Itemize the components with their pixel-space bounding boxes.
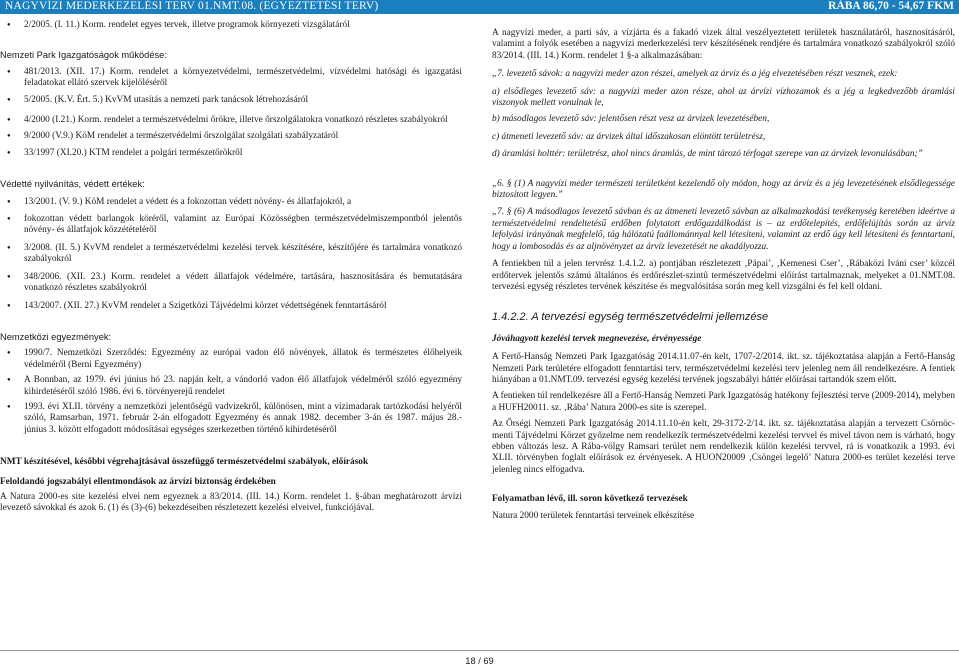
- section-heading-international: Nemzetközi egyezmények:: [0, 331, 112, 342]
- quote-7c: c) átmeneti levezető sáv: az árvizek által időszakosan elöntött területrész,: [492, 131, 766, 142]
- ongoing-plans-text: Natura 2000 területek fenntartási terveinek elkészítése: [492, 510, 695, 521]
- list-item: ● 33/1997 (XI.20.) KTM rendelet a polgári természetőrökről: [0, 148, 472, 159]
- section-title: 1.4.2.2. A tervezési egység természetvédelmi jellemzése: [492, 311, 769, 324]
- section-heading-protected: Védetté nyilvánítás, védett értékek:: [0, 179, 145, 190]
- approved-paragraph-2: A fentieken túl rendelkezésre áll a Fertő-Hanság Nemzeti Park Igazgatóság hatékony fejlesztési terve (2009-2014), melyben a HUFH20011. sz. ‚Rába’ Natura 2000-es site is szerepel.: [492, 391, 955, 413]
- quote-7a: a) elsődleges levezető sáv: a nagyvízi meder azon része, ahol az árvízi vízhozamok és a jég a legkedvezőbb áramlási viszonyok mellett vonulnak le,: [492, 86, 955, 109]
- left-column: [0, 20, 472, 515]
- quote-7d: d) áramlási holttér: területrész, ahol nincs áramlás, de mint tározó térfogat szerepe van az árvizek levonulásában;”: [492, 149, 923, 160]
- quote-6: „6. § (1) A nagyvízi meder természeti területként kezelendő oly módon, hogy az árvíz és a jég levezetésének elsődlegessége biztosított legyen.”: [492, 178, 955, 201]
- right-column: [492, 28, 959, 522]
- list-item: ● 4/2000 (I.21.) Korm. rendelet a természetvédelmi őrökre, illetve őrszolgálatokra vonatkozó részletes szabályokról: [0, 115, 472, 126]
- quote-7b: b) másodlagos levezető sáv: jelentősen részt vesz az árvizek levezetésében,: [492, 114, 770, 125]
- list-item: ● A Bonnban, az 1979. évi június hó 23. napján kelt, a vándorló vadon élő állatfajok védelméről szóló egyezmény kihirdetéséről szóló 1986. évi 6. törvényerejű rendelet: [0, 375, 472, 398]
- header-title: NAGYVÍZI MEDERKEZELÉSI TERV 01.NMT.08. (EGYEZTETÉSI TERV): [5, 0, 379, 12]
- list-item: ● 13/2001. (V. 9.) KöM rendelet a védett és a fokozottan védett növény- és állatfajokról, a: [0, 197, 472, 208]
- nmt-rules-heading: NMT készítésével, későbbi végrehajtásával összefüggő természetvédelmi szabályok, előírások: [0, 457, 369, 468]
- list-item: ● 1990/7. Nemzetközi Szerződés: Egyezmény az európai vadon élő növények, állatok és természetes élőhelyeik védelméről (Berni Egyezmény): [0, 348, 472, 371]
- list-item: ● 9/2000 (V.9.) KöM rendelet a természetvédelmi őrszolgálat szolgálati szabályzatáról: [0, 131, 472, 142]
- contradictions-text: A Natura 2000-es site kezelési elvei nem egyeznek a 83/2014. (III. 14.) Korm. rendelet 1. §-ában meghatározott árvízi levezető sávokkal és azok 6. (1) és (3)-(6) bekezdéseiben részletezett kezelési elveivel, funkciójával.: [0, 491, 462, 514]
- list-item: ● 481/2013. (XII. 17.) Korm. rendelet a környezetvédelmi, természetvédelmi, vízvédelmi hatósági és igazgatási feladatokat ellátó szervek kijelöléséről: [0, 67, 472, 90]
- ongoing-plans-heading: Folyamatban lévő, ill. soron következő tervezések: [492, 494, 688, 505]
- approved-paragraph-1: A Fertő-Hanság Nemzeti Park Igazgatóság 2014.11.07-én kelt, 1707-2/2014. ikt. sz. tájékoztatása alapján a Fertő-Hanság Nemzeti Park területére elfogadott fenntartási terv, természetvédelmi kezelési terv jelenleg nem áll rendelkezésre. A fentiek hiányában a 01.NMT.09. tervezési egység kezelési tervének jogszabályi háttér előírásai tartandók szem előtt.: [492, 352, 955, 385]
- list-item: ● 1993. évi XLII. törvény a nemzetközi jelentőségű vadvizekről, különösen, mint a vízimadarak tartózkodási helyéről szóló, Ramsarban, 1971. február 2-án elfogadott Egyezmény és annak 1982. december 3-án és 1987. május 28.-június 3. között elfogadott módosításai egységes szerkezetben történő kihirdetéséről: [0, 402, 472, 436]
- approved-paragraph-3: Az Őrségi Nemzeti Park Igazgatóság 2014.11.10-én kelt, 29-3172-2/14. ikt. sz. tájékoztatása alapján a tervezett Csörnöc-menti Tájvédelmi Körzet győzelme nem rendelkezik természetvédelmi kezelési tervvel és mivel távon nem is várható, hogy ebben változás lesz. A Rába-völgy Ramsari terület nem rendelkezik külön kezelési tervvel, rá is vonatkozik a 1993. évi XLII. törvényben foglalt előírások ez érvényesek. A HUON20009 ‚Csöngei legelő’ Natura 2000-es terület kezelési terve jelenleg nincs elfogadva.: [492, 419, 955, 475]
- list-item: ● fokozottan védett barlangok köréről, valamint az Európai Közösségben természetvédelmiszempontból jelentős növény- és állatfajok közzétételéről: [0, 214, 472, 237]
- intro-paragraph: A nagyvízi meder, a parti sáv, a vízjárta és a fakadó vizek által veszélyeztetett területek használatáról, hasznosításáról, valamint a folyók esetében a nagyvízi mederkezelési terv készítésének rendjére és tartalmára vonatkozó szabályokról szóló 83/2014. (III. 14.) Korm. rendelet 1 §-a alkalmazásában:: [492, 28, 955, 61]
- contradictions-heading: Feloldandó jogszabályi ellentmondások az árvízi biztonság érdekében: [0, 476, 276, 487]
- list-item: ● 2/2005. (I. 11.) Korm. rendelet egyes tervek, illetve programok környezeti vizsgálatáról: [0, 20, 472, 31]
- page-number: 18 / 69: [465, 656, 494, 666]
- section-heading-parks: Nemzeti Park Igazgatóságok működése:: [0, 50, 167, 61]
- quote-7-par6: „7. § (6) A másodlagos levezető sávban és az átmeneti levezető sávban az alkalmazkodási tevékenység keretében ideértve a természetvédelmi rendeltetésű erdőben folytatott erdőgazdálkodást is – az erdőtelepítés, erdőfelújítás során az árvíz lefolyási irányának megfelelő, tág hálózatú faállománnyal kell létesíteni, valamint az erdő úgy kell létesíteni és fenntartani, hogy a lombosodás és az aljnövényzet az árvíz levezetését ne akadályozza.: [492, 207, 955, 252]
- list-item: ● 143/2007. (XII. 27.) KvVM rendelet a Szigetközi Tájvédelmi körzet védettségének fenntartásáról: [0, 301, 472, 312]
- approved-plans-heading: Jóváhagyott kezelési tervek megnevezése, érvényessége: [492, 333, 702, 344]
- footer-divider: [0, 650, 959, 651]
- header-location: RÁBA 86,70 - 54,67 FKM: [828, 0, 954, 12]
- list-item: ● 3/2008. (II. 5.) KvVM rendelet a természetvédelmi kezelési tervek készítésére, készítőjére és tartalmára vonatkozó szabályokról: [0, 243, 472, 266]
- list-item: ● 348/2006. (XII. 23.) Korm. rendelet a védett állatfajok védelmére, tartására, hasznosítására és bemutatására vonatkozó részletes szabályokról: [0, 272, 472, 295]
- list-item: ● 5/2005. (K.V. Ért. 5.) KvVM utasítás a nemzeti park tanácsok létrehozásáról: [0, 95, 472, 106]
- refs-paragraph: A fentiekben túl a jelen tervrész 1.4.1.2. a) pontjában részletezett ‚Pápai’, ‚Kemenesi Cser’, ‚Rábaközi Iváni cser’ közcél erdőtervek jelentős számú általános és erdőrészlet-szintű természetvédelmi előírást tartalmaznak, melyeket a 01.NMT.08. tervezési egység részletes tervének készítése és megvalósítása során meg kell vizsgálni és fel kell oldani.: [492, 259, 955, 292]
- page-header: [0, 0, 959, 14]
- quote-7: „7. levezető sávok: a nagyvízi meder azon részei, amelyek az árvíz és a jég elvezetésében részt vesznek, ezek:: [492, 69, 898, 80]
